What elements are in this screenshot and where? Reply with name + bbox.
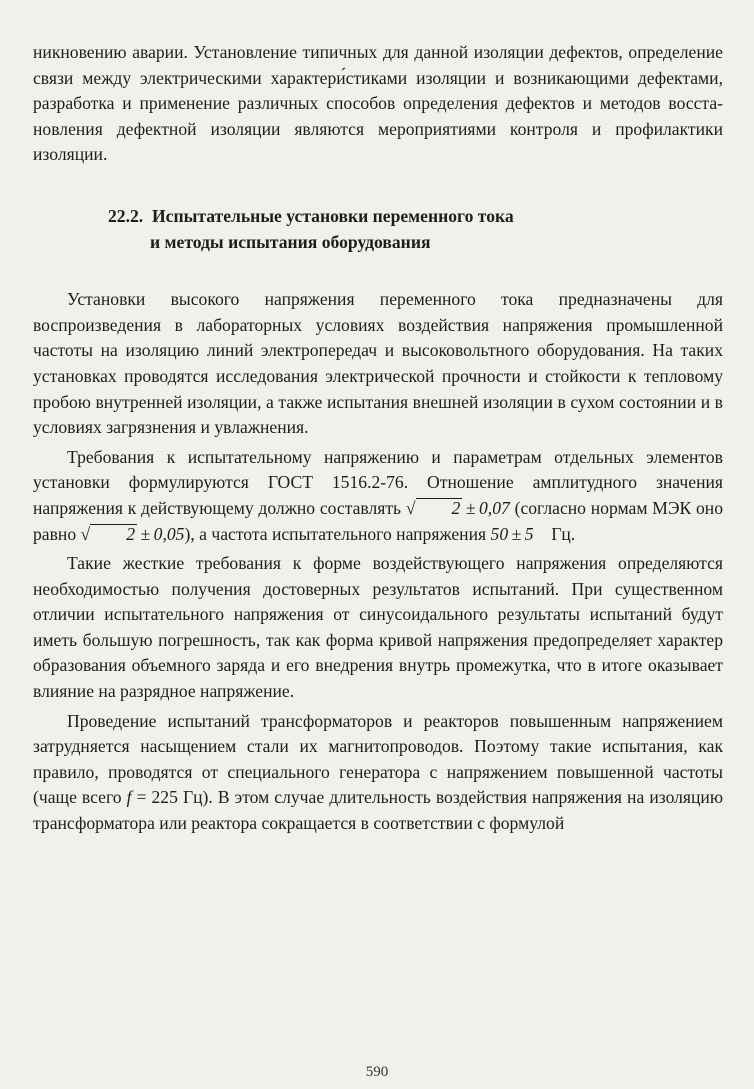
frequency-unit: Гц.: [533, 523, 576, 544]
sqrt-expression-2: √ 2: [80, 523, 135, 544]
frequency-symbol: f: [126, 787, 132, 808]
paragraph-intro-continuation: никновению аварии. Установление типичных для данной изоляции дефектов, определение связи между электрическими характери́стиками изоляции и возникающими дефектами, разработка и применение различных способов определения дефектов и методов восстановления дефектной изоляции являются мероприятиями контроля и профилактики изоляции.: [33, 42, 723, 165]
frequency-225: = 225 Гц: [131, 787, 203, 808]
section-number: 22.2.: [108, 205, 144, 226]
section-title-line1: Испытательные установки переменного тока: [151, 205, 514, 226]
paragraph-installations: Установки высокого напряжения переменного тока предназначены для воспроизведения в лабораторных условиях воздействия напряжения промышленной частоты на изоляцию линий электропередач и высоковольтного оборудования. На таких установках проводятся исследования электрической прочности и стойкости к тепловому пробою внутренней изоляции, а также испытания внешней изоляции в сухом состоянии и в условиях загрязнения и увлажнения.: [33, 289, 723, 438]
tolerance-2: ± 0,05: [136, 523, 185, 544]
page-number: 590: [365, 1064, 389, 1080]
tolerance-1: ± 0,07: [462, 497, 510, 518]
section-title-line2: и методы испытания оборудования: [150, 231, 431, 252]
transformer-text-1: Проведение испытаний трансформаторов и реакторов повышенным напряжением затрудняется насыщением стали их магнитопроводов. Поэтому такие испытания, как правило, проводятся от специального генератора с напряжением повышенной частоты (чаще всего: [33, 710, 723, 808]
paragraph-transformer-testing: [33, 709, 723, 837]
paragraph-requirements: [33, 445, 723, 547]
sqrt-radicand-2: 2: [90, 524, 137, 543]
requirements-text-2: (согласно нормам МЭК оно равно: [33, 497, 723, 544]
requirements-text-1: Требования к испытательному напряжению и параметрам отдельных элементов установки формулируются ГОСТ 1516.2-76. Отношение амплитудного значения напряжения к действующему должно составлять: [33, 446, 723, 518]
paragraph-waveform: Такие жесткие требования к форме воздействующего напряжения определяются необходимостью получения достоверных результатов испытаний. При существенном отличии испытательного напряжения от синусоидального результаты испытаний будут иметь большую погрешность, так как форма кривой напряжения предопределяет характер образования объемного заряда и его внедрения внутрь промежутка, что в итоге оказывает влияние на разрядное напряжение.: [33, 553, 723, 702]
transformer-text-2: ). В этом случае длительность воздействия напряжения на изоляцию трансформатора или реактора сокращается в соответствии с формулой: [33, 787, 723, 834]
page-content: [33, 40, 723, 837]
frequency-value: 50 ± 5: [490, 523, 534, 544]
sqrt-expression-1: √ 2: [405, 497, 461, 518]
requirements-text-3: ), а частота испытательного напряжения: [184, 523, 491, 544]
section-heading: [33, 204, 723, 255]
sqrt-radicand-1: 2: [416, 498, 463, 517]
